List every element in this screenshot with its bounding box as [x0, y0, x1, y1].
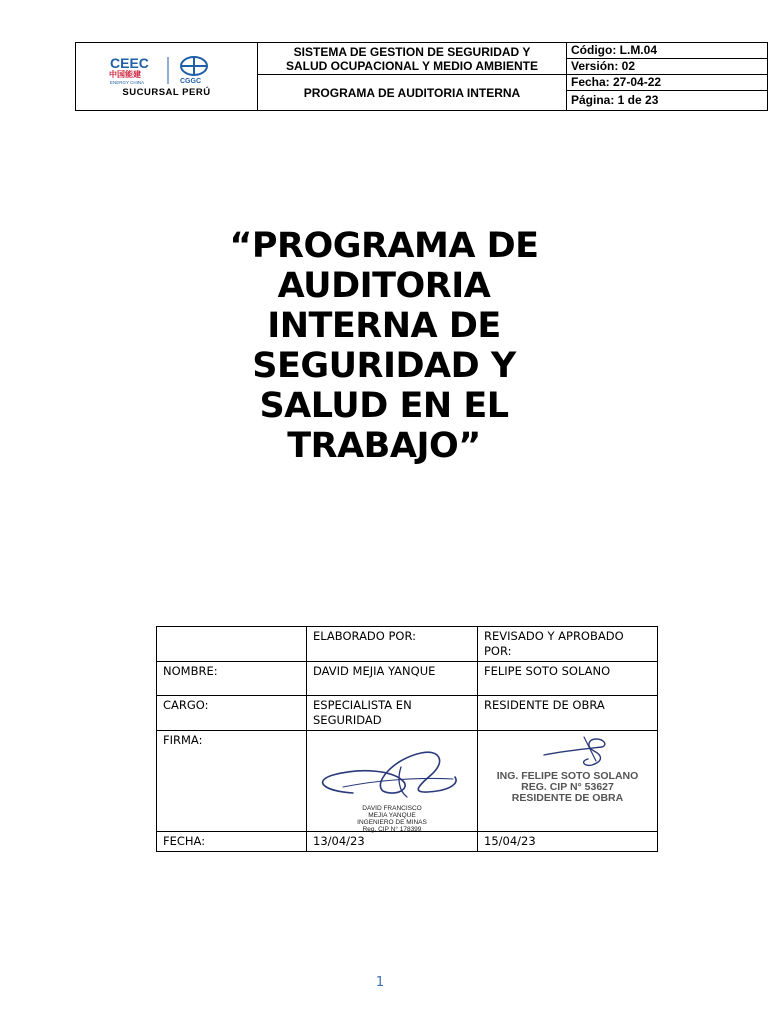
document-header — [75, 42, 768, 111]
document-page: Página: 1 de 23 — [567, 91, 768, 111]
title-line: SEGURIDAD Y — [252, 346, 516, 386]
reviewed-by-name: FELIPE SOTO SOLANO — [478, 662, 658, 696]
ceec-cggc-logo-icon — [106, 54, 230, 86]
handwritten-signature-icon — [313, 731, 463, 811]
approval-table — [156, 626, 658, 852]
svg-text:中国能建: 中国能建 — [109, 69, 141, 79]
title-line: “PROGRAMA DE — [229, 226, 539, 266]
prepared-by-position: ESPECIALISTA EN SEGURIDAD — [307, 696, 478, 731]
table-row — [157, 731, 658, 832]
prepared-by-date: 13/04/23 — [307, 832, 478, 852]
logo-cell — [76, 43, 258, 111]
system-name-cell — [258, 43, 567, 75]
date-label: FECHA: — [157, 832, 307, 852]
title-line: SALUD EN EL — [259, 386, 509, 426]
company-logo — [76, 44, 257, 110]
system-name-line2: SALUD OCUPACIONAL Y MEDIO AMBIENTE — [285, 58, 539, 73]
prepared-by-name: DAVID MEJIA YANQUE — [307, 662, 478, 696]
branch-label: SUCURSAL PERÚ — [122, 86, 211, 98]
signature-label-cell — [157, 731, 307, 832]
reviewed-by-signature — [478, 731, 658, 832]
program-name-cell: PROGRAMA DE AUDITORIA INTERNA — [258, 75, 567, 111]
svg-text:ENERGY CHINA: ENERGY CHINA — [110, 79, 145, 85]
title-line: AUDITORIA — [277, 266, 491, 306]
svg-text:CGGC: CGGC — [180, 77, 201, 85]
page-number: 1 — [375, 975, 385, 990]
document-date: Fecha: 27-04-22 — [567, 75, 768, 91]
position-label: CARGO: — [157, 696, 307, 731]
prepared-by-signature — [307, 731, 478, 832]
table-row — [157, 696, 658, 731]
title-line: INTERNA DE — [267, 306, 501, 346]
table-row — [157, 627, 658, 662]
system-name-line1: SISTEMA DE GESTION DE SEGURIDAD Y — [293, 44, 531, 59]
reviewed-by-stamp: ING. FELIPE SOTO SOLANO REG. CIP N° 53627 RESIDENTE DE OBRA — [496, 770, 639, 804]
empty-cell — [157, 627, 307, 662]
document-title — [200, 226, 568, 466]
title-line: TRABAJO” — [287, 426, 481, 466]
table-row — [157, 832, 658, 852]
document-version: Versión: 02 — [567, 59, 768, 75]
name-label: NOMBRE: — [157, 662, 307, 696]
prepared-by-stamp: DAVID FRANCISCO MEJIA YANQUE INGENIERO DE MINAS Reg. CIP N° 178399 — [357, 805, 427, 833]
reviewed-by-header: REVISADO Y APROBADO POR: — [478, 627, 658, 662]
reviewed-by-position: RESIDENTE DE OBRA — [478, 696, 658, 731]
table-row — [157, 662, 658, 696]
svg-text:CEEC: CEEC — [110, 54, 149, 71]
document-code: Código: L.M.04 — [567, 43, 768, 59]
reviewed-by-date: 15/04/23 — [478, 832, 658, 852]
signature-label: FIRMA: — [163, 733, 203, 747]
prepared-by-header: ELABORADO POR: — [307, 627, 478, 662]
